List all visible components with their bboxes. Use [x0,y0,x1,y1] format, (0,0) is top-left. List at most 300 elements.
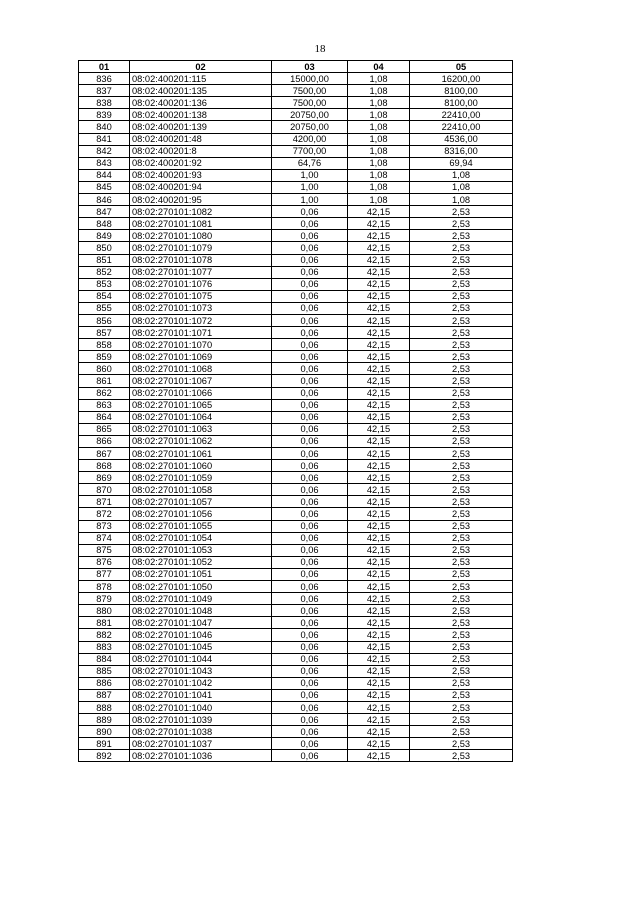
table-row [79,387,513,399]
value-cell: 7500,00 [272,85,348,97]
result-cell: 2,53 [410,484,513,496]
value-cell: 1,00 [272,169,348,181]
cadastral-number-cell: 08:02:270101:1053 [130,544,272,556]
value-cell: 0,06 [272,423,348,435]
row-number-cell: 850 [79,242,130,254]
cadastral-number-cell: 08:02:400201:115 [130,73,272,85]
cadastral-number-cell: 08:02:270101:1073 [130,302,272,314]
row-number-cell: 872 [79,508,130,520]
coefficient-cell: 42,15 [348,266,410,278]
row-number-cell: 855 [79,302,130,314]
row-number-cell: 862 [79,387,130,399]
row-number-cell: 867 [79,448,130,460]
table-row [79,363,513,375]
table-row [79,738,513,750]
cadastral-number-cell: 08:02:270101:1056 [130,508,272,520]
row-number-cell: 840 [79,121,130,133]
coefficient-cell: 42,15 [348,254,410,266]
value-cell: 20750,00 [272,109,348,121]
value-cell: 1,00 [272,181,348,193]
table-row [79,133,513,145]
row-number-cell: 837 [79,85,130,97]
table-row [79,617,513,629]
result-cell: 2,53 [410,568,513,580]
coefficient-cell: 42,15 [348,508,410,520]
table-row [79,435,513,447]
result-cell: 2,53 [410,387,513,399]
result-cell: 2,53 [410,302,513,314]
row-number-cell: 876 [79,556,130,568]
coefficient-cell: 42,15 [348,302,410,314]
table-row [79,714,513,726]
coefficient-cell: 42,15 [348,629,410,641]
cadastral-number-cell: 08:02:270101:1049 [130,593,272,605]
row-number-cell: 886 [79,677,130,689]
coefficient-cell: 1,08 [348,109,410,121]
data-table [78,60,513,762]
result-cell: 2,53 [410,314,513,326]
value-cell: 0,06 [272,278,348,290]
cadastral-number-cell: 08:02:270101:1076 [130,278,272,290]
result-cell: 2,53 [410,629,513,641]
result-cell: 2,53 [410,750,513,762]
table-row [79,472,513,484]
result-cell: 22410,00 [410,121,513,133]
table-row [79,484,513,496]
table-row [79,701,513,713]
cadastral-number-cell: 08:02:270101:1069 [130,351,272,363]
value-cell: 0,06 [272,617,348,629]
cadastral-number-cell: 08:02:400201:135 [130,85,272,97]
result-cell: 2,53 [410,399,513,411]
coefficient-cell: 1,08 [348,157,410,169]
table-row [79,290,513,302]
result-cell: 2,53 [410,677,513,689]
table-row [79,581,513,593]
table-row [79,327,513,339]
cadastral-number-cell: 08:02:270101:1060 [130,460,272,472]
result-cell: 2,53 [410,581,513,593]
coefficient-cell: 42,15 [348,738,410,750]
table-row [79,726,513,738]
value-cell: 0,06 [272,363,348,375]
value-cell: 0,06 [272,726,348,738]
value-cell: 0,06 [272,242,348,254]
row-number-cell: 868 [79,460,130,472]
result-cell: 2,53 [410,738,513,750]
result-cell: 2,53 [410,689,513,701]
coefficient-cell: 42,15 [348,484,410,496]
row-number-cell: 844 [79,169,130,181]
cadastral-number-cell: 08:02:270101:1064 [130,411,272,423]
cadastral-number-cell: 08:02:270101:1061 [130,448,272,460]
cadastral-number-cell: 08:02:270101:1048 [130,605,272,617]
table-row [79,73,513,85]
cadastral-number-cell: 08:02:270101:1046 [130,629,272,641]
row-number-cell: 851 [79,254,130,266]
result-cell: 2,53 [410,556,513,568]
result-cell: 2,53 [410,460,513,472]
coefficient-cell: 42,15 [348,435,410,447]
cadastral-number-cell: 08:02:270101:1043 [130,665,272,677]
result-cell: 4536,00 [410,133,513,145]
cadastral-number-cell: 08:02:270101:1055 [130,520,272,532]
cadastral-number-cell: 08:02:270101:1067 [130,375,272,387]
cadastral-number-cell: 08:02:400201:92 [130,157,272,169]
cadastral-number-cell: 08:02:270101:1075 [130,290,272,302]
coefficient-cell: 1,08 [348,73,410,85]
cadastral-number-cell: 08:02:400201:8 [130,145,272,157]
row-number-cell: 839 [79,109,130,121]
row-number-cell: 877 [79,568,130,580]
value-cell: 0,06 [272,593,348,605]
row-number-cell: 856 [79,314,130,326]
table-row [79,302,513,314]
value-cell: 64,76 [272,157,348,169]
result-cell: 2,53 [410,520,513,532]
result-cell: 1,08 [410,181,513,193]
row-number-cell: 848 [79,218,130,230]
table-row [79,411,513,423]
row-number-cell: 849 [79,230,130,242]
coefficient-cell: 42,15 [348,218,410,230]
cadastral-number-cell: 08:02:270101:1052 [130,556,272,568]
row-number-cell: 842 [79,145,130,157]
cadastral-number-cell: 08:02:270101:1057 [130,496,272,508]
row-number-cell: 836 [79,73,130,85]
cadastral-number-cell: 08:02:270101:1042 [130,677,272,689]
result-cell: 2,53 [410,206,513,218]
table-row [79,375,513,387]
value-cell: 0,06 [272,568,348,580]
row-number-cell: 857 [79,327,130,339]
cadastral-number-cell: 08:02:270101:1078 [130,254,272,266]
result-cell: 2,53 [410,701,513,713]
row-number-cell: 863 [79,399,130,411]
result-cell: 2,53 [410,496,513,508]
value-cell: 0,06 [272,460,348,472]
table-row [79,677,513,689]
cadastral-number-cell: 08:02:270101:1040 [130,701,272,713]
value-cell: 0,06 [272,230,348,242]
row-number-cell: 852 [79,266,130,278]
table-row [79,689,513,701]
table-row [79,218,513,230]
coefficient-cell: 42,15 [348,665,410,677]
table-row [79,544,513,556]
coefficient-cell: 42,15 [348,520,410,532]
result-cell: 2,53 [410,472,513,484]
result-cell: 2,53 [410,448,513,460]
row-number-cell: 889 [79,714,130,726]
result-cell: 8100,00 [410,85,513,97]
coefficient-cell: 42,15 [348,339,410,351]
row-number-cell: 864 [79,411,130,423]
cadastral-number-cell: 08:02:400201:136 [130,97,272,109]
row-number-cell: 884 [79,653,130,665]
value-cell: 0,06 [272,339,348,351]
table-row [79,568,513,580]
coefficient-cell: 42,15 [348,242,410,254]
table-row [79,653,513,665]
value-cell: 0,06 [272,677,348,689]
cadastral-number-cell: 08:02:270101:1079 [130,242,272,254]
row-number-cell: 843 [79,157,130,169]
coefficient-cell: 42,15 [348,327,410,339]
coefficient-cell: 42,15 [348,532,410,544]
coefficient-cell: 42,15 [348,593,410,605]
table-row [79,242,513,254]
value-cell: 0,06 [272,302,348,314]
cadastral-number-cell: 08:02:400201:138 [130,109,272,121]
value-cell: 0,06 [272,520,348,532]
coefficient-cell: 42,15 [348,411,410,423]
coefficient-cell: 42,15 [348,496,410,508]
value-cell: 0,06 [272,387,348,399]
value-cell: 1,00 [272,194,348,206]
table-row [79,97,513,109]
value-cell: 0,06 [272,496,348,508]
coefficient-cell: 42,15 [348,290,410,302]
row-number-cell: 865 [79,423,130,435]
table-row [79,194,513,206]
row-number-cell: 866 [79,435,130,447]
row-number-cell: 873 [79,520,130,532]
cadastral-number-cell: 08:02:270101:1059 [130,472,272,484]
column-header-02: 02 [130,61,272,73]
value-cell: 0,06 [272,266,348,278]
coefficient-cell: 1,08 [348,194,410,206]
coefficient-cell: 42,15 [348,363,410,375]
value-cell: 4200,00 [272,133,348,145]
table-row [79,460,513,472]
coefficient-cell: 42,15 [348,460,410,472]
result-cell: 2,53 [410,327,513,339]
cadastral-number-cell: 08:02:270101:1039 [130,714,272,726]
value-cell: 0,06 [272,351,348,363]
row-number-cell: 859 [79,351,130,363]
row-number-cell: 860 [79,363,130,375]
row-number-cell: 853 [79,278,130,290]
table-row [79,314,513,326]
result-cell: 1,08 [410,169,513,181]
result-cell: 2,53 [410,593,513,605]
result-cell: 2,53 [410,363,513,375]
value-cell: 0,06 [272,701,348,713]
value-cell: 0,06 [272,254,348,266]
coefficient-cell: 1,08 [348,85,410,97]
result-cell: 2,53 [410,508,513,520]
value-cell: 0,06 [272,484,348,496]
coefficient-cell: 1,08 [348,169,410,181]
table-row [79,423,513,435]
header-row [79,61,513,73]
coefficient-cell: 42,15 [348,472,410,484]
coefficient-cell: 42,15 [348,399,410,411]
coefficient-cell: 42,15 [348,653,410,665]
cadastral-number-cell: 08:02:270101:1068 [130,363,272,375]
value-cell: 0,06 [272,544,348,556]
value-cell: 0,06 [272,653,348,665]
cadastral-number-cell: 08:02:270101:1050 [130,581,272,593]
column-header-05: 05 [410,61,513,73]
table-row [79,169,513,181]
result-cell: 2,53 [410,278,513,290]
result-cell: 2,53 [410,605,513,617]
result-cell: 2,53 [410,242,513,254]
coefficient-cell: 42,15 [348,375,410,387]
coefficient-cell: 42,15 [348,605,410,617]
column-header-04: 04 [348,61,410,73]
table-row [79,556,513,568]
result-cell: 8100,00 [410,97,513,109]
coefficient-cell: 42,15 [348,641,410,653]
result-cell: 22410,00 [410,109,513,121]
row-number-cell: 881 [79,617,130,629]
table-row [79,85,513,97]
value-cell: 0,06 [272,375,348,387]
row-number-cell: 878 [79,581,130,593]
value-cell: 0,06 [272,641,348,653]
cadastral-number-cell: 08:02:400201:95 [130,194,272,206]
cadastral-number-cell: 08:02:270101:1058 [130,484,272,496]
result-cell: 2,53 [410,714,513,726]
result-cell: 2,53 [410,435,513,447]
result-cell: 8316,00 [410,145,513,157]
result-cell: 2,53 [410,653,513,665]
row-number-cell: 870 [79,484,130,496]
coefficient-cell: 42,15 [348,544,410,556]
table-row [79,121,513,133]
cadastral-number-cell: 08:02:270101:1054 [130,532,272,544]
table-row [79,254,513,266]
row-number-cell: 838 [79,97,130,109]
cadastral-number-cell: 08:02:400201:48 [130,133,272,145]
cadastral-number-cell: 08:02:270101:1072 [130,314,272,326]
value-cell: 0,06 [272,399,348,411]
value-cell: 0,06 [272,314,348,326]
value-cell: 0,06 [272,556,348,568]
row-number-cell: 888 [79,701,130,713]
table-row [79,145,513,157]
table-row [79,266,513,278]
row-number-cell: 861 [79,375,130,387]
result-cell: 2,53 [410,254,513,266]
table-row [79,181,513,193]
result-cell: 2,53 [410,375,513,387]
row-number-cell: 871 [79,496,130,508]
value-cell: 0,06 [272,689,348,701]
row-number-cell: 858 [79,339,130,351]
result-cell: 2,53 [410,532,513,544]
cadastral-number-cell: 08:02:400201:139 [130,121,272,133]
cadastral-number-cell: 08:02:270101:1062 [130,435,272,447]
cadastral-number-cell: 08:02:270101:1080 [130,230,272,242]
coefficient-cell: 1,08 [348,145,410,157]
coefficient-cell: 42,15 [348,351,410,363]
row-number-cell: 891 [79,738,130,750]
value-cell: 0,06 [272,472,348,484]
table-row [79,399,513,411]
value-cell: 20750,00 [272,121,348,133]
table-row [79,520,513,532]
table-row [79,230,513,242]
value-cell: 0,06 [272,435,348,447]
result-cell: 2,53 [410,544,513,556]
coefficient-cell: 1,08 [348,121,410,133]
table-row [79,750,513,762]
coefficient-cell: 42,15 [348,581,410,593]
row-number-cell: 854 [79,290,130,302]
row-number-cell: 847 [79,206,130,218]
row-number-cell: 875 [79,544,130,556]
cadastral-number-cell: 08:02:270101:1070 [130,339,272,351]
result-cell: 69,94 [410,157,513,169]
table-row [79,448,513,460]
value-cell: 15000,00 [272,73,348,85]
row-number-cell: 845 [79,181,130,193]
coefficient-cell: 42,15 [348,568,410,580]
row-number-cell: 879 [79,593,130,605]
row-number-cell: 880 [79,605,130,617]
result-cell: 1,08 [410,194,513,206]
coefficient-cell: 42,15 [348,423,410,435]
value-cell: 0,06 [272,448,348,460]
table-row [79,665,513,677]
result-cell: 2,53 [410,423,513,435]
result-cell: 2,53 [410,665,513,677]
result-cell: 2,53 [410,411,513,423]
table-row [79,351,513,363]
value-cell: 7700,00 [272,145,348,157]
result-cell: 2,53 [410,641,513,653]
coefficient-cell: 42,15 [348,387,410,399]
result-cell: 2,53 [410,266,513,278]
cadastral-number-cell: 08:02:270101:1082 [130,206,272,218]
coefficient-cell: 42,15 [348,314,410,326]
value-cell: 0,06 [272,665,348,677]
value-cell: 0,06 [272,581,348,593]
row-number-cell: 883 [79,641,130,653]
coefficient-cell: 42,15 [348,206,410,218]
cadastral-number-cell: 08:02:270101:1037 [130,738,272,750]
cadastral-number-cell: 08:02:270101:1051 [130,568,272,580]
coefficient-cell: 42,15 [348,726,410,738]
row-number-cell: 892 [79,750,130,762]
result-cell: 16200,00 [410,73,513,85]
row-number-cell: 869 [79,472,130,484]
value-cell: 0,06 [272,327,348,339]
value-cell: 0,06 [272,532,348,544]
coefficient-cell: 42,15 [348,230,410,242]
table-row [79,496,513,508]
row-number-cell: 874 [79,532,130,544]
value-cell: 0,06 [272,411,348,423]
result-cell: 2,53 [410,351,513,363]
result-cell: 2,53 [410,339,513,351]
coefficient-cell: 42,15 [348,714,410,726]
table-row [79,206,513,218]
cadastral-number-cell: 08:02:270101:1077 [130,266,272,278]
coefficient-cell: 42,15 [348,701,410,713]
cadastral-number-cell: 08:02:270101:1047 [130,617,272,629]
row-number-cell: 846 [79,194,130,206]
coefficient-cell: 42,15 [348,750,410,762]
coefficient-cell: 42,15 [348,617,410,629]
row-number-cell: 885 [79,665,130,677]
table-row [79,593,513,605]
value-cell: 0,06 [272,508,348,520]
